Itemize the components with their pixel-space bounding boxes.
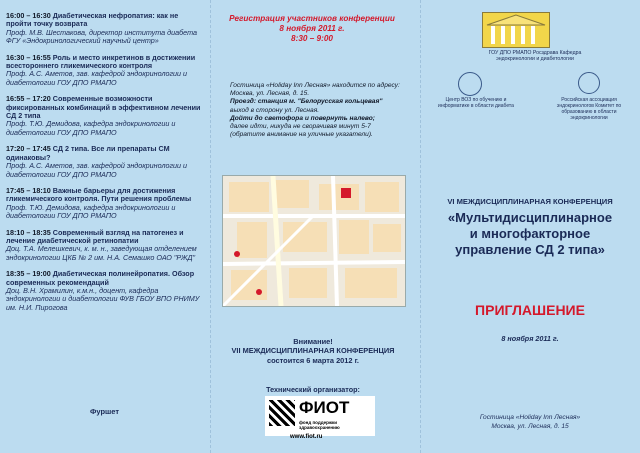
registration-date: 8 ноября 2011 г. [279, 24, 345, 33]
program-topic: Диабетическая нефропатия: как не пройти точку возврата [6, 11, 179, 29]
program-item [6, 145, 202, 179]
rmapo-logo [482, 12, 550, 48]
program-topic: Диабетическая полинейропатия. Обзор современных рекомендаций [6, 269, 195, 287]
program-item [6, 187, 202, 221]
program-time: 17:20 – 17:45 [6, 144, 51, 154]
next-conference-date: состоится 6 марта 2012 г. [267, 355, 359, 365]
building-icon [483, 13, 549, 47]
program-topic: СД 2 типа. Все ли препараты СМ одинаковы? [6, 144, 170, 162]
registration-block [222, 14, 402, 44]
directions-line: Москва, ул. Лесная, д. 15. [230, 90, 310, 98]
program-item [6, 54, 202, 88]
conference-title-line: управление СД 2 типа» [455, 242, 605, 257]
directions-line: выход в сторону ул. Лесная. [230, 106, 320, 114]
program-time: 16:55 – 17:20 [6, 94, 51, 104]
who-logo-icon [458, 72, 482, 96]
registration-time: 8:30 – 9:00 [291, 34, 333, 43]
program-speaker: Проф. Т.Ю. Демидова, кафедра эндокринологии и диабетологии ГОУ ДПО РМАПО [6, 202, 176, 221]
rae-caption: Российская ассоциация эндокринологов Комитет по образованию в области эндокринологии [556, 97, 622, 121]
checker-icon [269, 400, 295, 426]
directions-line: далее идти, никуда не сворачивая минут 5-7 [230, 123, 371, 131]
venue-name: Гостиница «Holiday Inn Лесная» [479, 414, 581, 421]
program-time: 16:00 – 16:30 [6, 11, 51, 20]
rae-logo-icon [578, 72, 600, 94]
program-item [6, 229, 202, 263]
program-time: 17:45 – 18:10 [6, 185, 51, 195]
program-speaker: Доц. В.Н. Храмилин, к.м.н., доцент, кафедра эндокринологии и диабетологии ФУВ ГБОУ ВПО РНИМУ им. Н.И. Пирогова [6, 285, 200, 312]
location-map [222, 175, 406, 307]
program-time: 18:10 – 18:35 [6, 227, 51, 237]
program-topic: Современные возможности фиксированных комбинаций в эффективном лечении СД 2 типа [6, 94, 201, 121]
who-caption: Центр ВОЗ по обучению и информатике в области диабета [438, 97, 514, 109]
organizer-subtitle: фонд поддержки здравоохранению [299, 420, 340, 430]
fold-line [210, 0, 212, 453]
directions-block [230, 82, 410, 139]
invitation-title: ПРИГЛАШЕНИЕ [475, 302, 585, 318]
program-topic: Роль и место инкретинов в достижении всестороннего гликемического контроля [6, 52, 196, 71]
directions-line: Дойти до светофора и повернуть налево; [230, 114, 375, 122]
directions-line: Гостиница «Holiday Inn Лесная» находится по адресу: [230, 82, 400, 89]
organizer-url[interactable]: www.fiot.ru [290, 434, 323, 440]
program-speaker: Проф. М.В. Шестакова, директор института диабета ФГУ «Эндокринологический научный центр» [6, 27, 198, 46]
directions-line: Проезд: станция м. "Белорусская кольцевая" [230, 98, 383, 106]
program-speaker: Доц. Т.А. Мелешкевич, к. м. н., заведующая отделением эндокринологии ЦКБ № 2 им. Н.А. Семашко ОАО "РЖД" [6, 244, 197, 262]
program-speaker: Проф. А.С. Аметов, зав. кафедрой эндокринологии и диабетологии ГОУ ДПО РМАПО [6, 161, 188, 179]
notice-title: Внимание! [293, 337, 333, 346]
program-column [6, 12, 202, 320]
program-topic: Важные барьеры для достижения гликемического контроля. Пути решения проблемы [6, 185, 192, 204]
program-speaker: Проф. А.С. Аметов, зав. кафедрой эндокринологии и диабетологии ГОУ ДПО РМАПО [6, 69, 188, 87]
buffet-label: Фуршет [90, 407, 120, 416]
program-item [6, 12, 202, 46]
conference-title [424, 210, 636, 258]
invitation-date: 8 ноября 2011 г. [501, 334, 559, 343]
organizer-name: ФИОТ [299, 398, 350, 417]
program-topic: Современный взгляд на патогенез и лечение диабетической ретинопатии [6, 227, 184, 245]
program-time: 16:30 – 16:55 [6, 52, 51, 62]
organizer-logo [265, 396, 375, 436]
map-graphic [223, 176, 405, 306]
rmapo-caption: ГОУ ДПО РМАПО Росздрава Кафедра эндокринологии и диабетологии [488, 50, 582, 62]
conference-number: VI МЕЖДИСЦИПЛИНАРНАЯ КОНФЕРЕНЦИЯ [447, 197, 613, 206]
registration-title: Регистрация участников конференции [229, 14, 395, 23]
directions-line: (обратите внимание на уличные указатели). [230, 131, 373, 139]
program-item [6, 95, 202, 137]
fold-line [420, 0, 422, 453]
next-conference: VII МЕЖДИСЦИПЛИНАРНАЯ КОНФЕРЕНЦИЯ [231, 346, 395, 356]
organizer-title: Технический организатор: [266, 385, 360, 394]
program-item [6, 270, 202, 312]
notice-block [213, 337, 413, 365]
venue-block [424, 413, 636, 431]
conference-title-line: и многофакторное [469, 226, 591, 241]
program-time: 18:35 – 19:00 [6, 269, 51, 279]
program-speaker: Проф. Т.Ю. Демидова, кафедра эндокринологии и диабетологии ГОУ ДПО РМАПО [6, 119, 176, 137]
conference-title-line: «Мультидисциплинарное [447, 210, 613, 225]
venue-address: Москва, ул. Лесная, д. 15 [491, 423, 569, 430]
